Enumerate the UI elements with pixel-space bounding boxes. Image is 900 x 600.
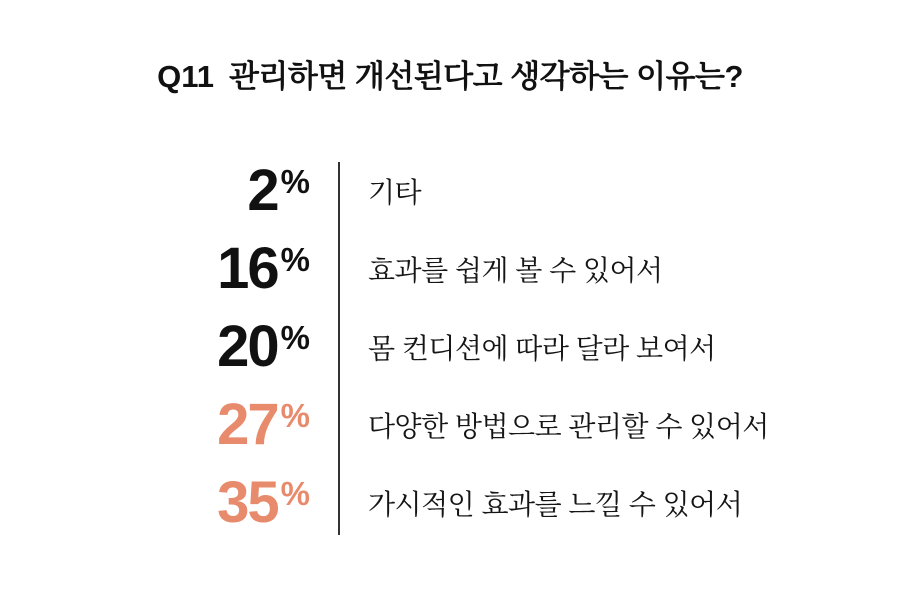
percent-value (0, 470, 310, 535)
percent-number: 2 (247, 158, 278, 223)
percent-value (0, 314, 310, 379)
percent-value (0, 236, 310, 301)
answer-label: 다양한 방법으로 관리할 수 있어서 (368, 411, 769, 442)
percent-sign: % (280, 163, 310, 200)
percent-sign: % (280, 475, 310, 512)
percent-value (0, 158, 310, 223)
percent-sign: % (280, 241, 310, 278)
answer-label: 기타 (368, 177, 422, 208)
percent-sign: % (280, 319, 310, 356)
percent-number: 27 (217, 392, 278, 457)
results-list (0, 152, 900, 542)
result-row (0, 230, 900, 308)
chart-title (0, 51, 900, 96)
result-row (0, 464, 900, 542)
result-row (0, 386, 900, 464)
percent-value (0, 392, 310, 457)
percent-number: 20 (217, 314, 278, 379)
answer-label: 효과를 쉽게 볼 수 있어서 (368, 255, 663, 286)
question-text: 관리하면 개선된다고 생각하는 이유는? (228, 59, 743, 94)
vertical-divider (338, 162, 340, 535)
answer-label: 가시적인 효과를 느낄 수 있어서 (368, 489, 743, 520)
percent-number: 16 (217, 236, 278, 301)
result-row (0, 152, 900, 230)
percent-sign: % (280, 397, 310, 434)
result-row (0, 308, 900, 386)
percent-number: 35 (217, 470, 278, 535)
answer-label: 몸 컨디션에 따라 달라 보여서 (368, 333, 716, 364)
question-number: Q11 (157, 59, 214, 94)
